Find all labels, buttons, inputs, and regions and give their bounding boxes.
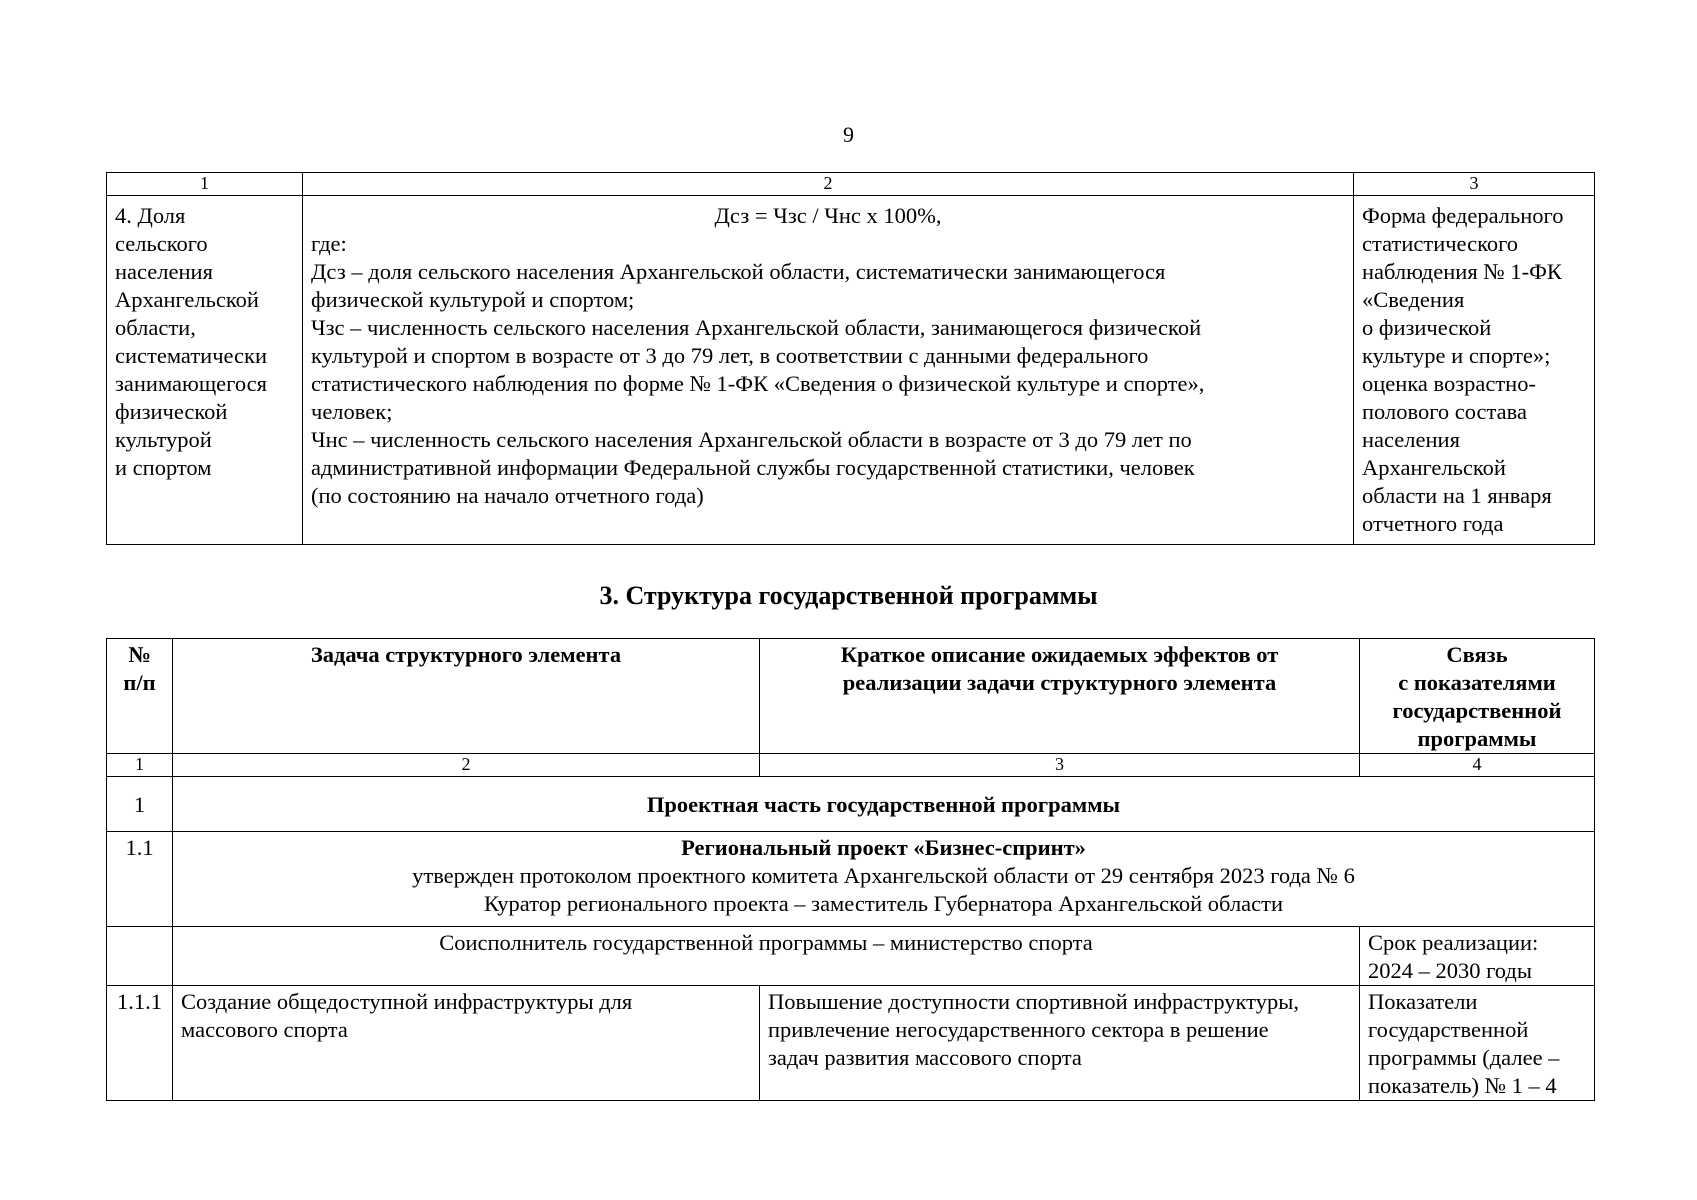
project-row xyxy=(107,832,1595,927)
description-line: человек; xyxy=(311,399,393,424)
project-title: Региональный проект «Бизнес-спринт» xyxy=(681,835,1086,860)
indicator-name-line: физической xyxy=(115,399,228,424)
source-line: отчетного года xyxy=(1362,511,1504,536)
project-curator: Куратор регионального проекта – заместитель Губернатора Архангельской области xyxy=(483,891,1284,916)
source-line: о физической xyxy=(1362,315,1492,340)
source-line: статистического xyxy=(1362,231,1519,256)
source-line: населения xyxy=(1362,427,1460,452)
header-link-line: Связь xyxy=(1446,642,1508,667)
program-structure-table xyxy=(106,638,1595,1101)
source-line: Архангельской xyxy=(1362,455,1506,480)
task-line: Создание общедоступной инфраструктуры для xyxy=(181,989,633,1014)
description-line: Чнс – численность сельского населения Архангельской области в возрасте от 3 до 79 лет по xyxy=(311,427,1192,452)
task-line: массового спорта xyxy=(181,1017,348,1042)
section-row xyxy=(107,777,1595,832)
indicator-name-line: систематически xyxy=(115,343,268,368)
term-cell xyxy=(1360,927,1595,986)
description-line: Чзс – численность сельского населения Архангельской области, занимающегося физической xyxy=(311,315,1202,340)
structure-table-column-numbers xyxy=(107,754,1595,777)
description-line: административной информации Федеральной службы государственной статистики, человек xyxy=(311,455,1195,480)
source-line: полового состава xyxy=(1362,399,1527,424)
task-num: 1.1.1 xyxy=(107,986,173,1101)
source-line: культуре и спорте»; xyxy=(1362,343,1551,368)
header-task-line: Задача структурного элемента xyxy=(310,642,622,667)
indicator-name-line: области, xyxy=(115,315,196,340)
source-line: наблюдения № 1-ФК xyxy=(1362,259,1562,284)
executor-num-empty xyxy=(107,927,173,986)
header-effects xyxy=(760,639,1360,754)
source-line: Форма федерального xyxy=(1362,203,1564,228)
indicator-name-line: культурой xyxy=(115,427,212,452)
indicator-name-line: 4. Доля xyxy=(115,203,186,228)
executor-cell: Соисполнитель государственной программы – министерство спорта xyxy=(173,927,1360,986)
page-number: 9 xyxy=(843,122,854,147)
header-link-line: государственной xyxy=(1392,698,1562,723)
indicator-name-cell xyxy=(107,196,303,545)
header-effects-line: реализации задачи структурного элемента xyxy=(842,670,1277,695)
header-task xyxy=(173,639,760,754)
link-line: показатель) № 1 – 4 xyxy=(1368,1073,1557,1098)
source-line: «Сведения xyxy=(1362,287,1465,312)
formula: Дсз = Чзс / Чнс x 100%, xyxy=(714,203,942,228)
description-line: Дсз – доля сельского населения Архангельской области, систематически занимающегося xyxy=(311,259,1166,284)
term-line: 2024 – 2030 годы xyxy=(1368,958,1532,983)
column-number: 2 xyxy=(303,173,1354,196)
indicator-table-column-numbers xyxy=(107,173,1595,196)
indicator-table xyxy=(106,172,1595,545)
header-link-line: программы xyxy=(1417,726,1537,751)
column-number: 1 xyxy=(107,754,173,777)
link-cell xyxy=(1360,986,1595,1101)
indicator-name-line: сельского xyxy=(115,231,208,256)
effects-cell xyxy=(760,986,1360,1101)
column-number: 1 xyxy=(107,173,303,196)
link-line: программы (далее – xyxy=(1368,1045,1560,1070)
column-number: 2 xyxy=(173,754,760,777)
indicator-name-line: Архангельской xyxy=(115,287,259,312)
header-num-line: № xyxy=(128,642,151,667)
header-link-line: с показателями xyxy=(1398,670,1556,695)
header-num-line: п/п xyxy=(123,670,156,695)
indicator-name-line: населения xyxy=(115,259,213,284)
header-effects-line: Краткое описание ожидаемых эффектов от xyxy=(840,642,1279,667)
indicator-name-line: занимающегося xyxy=(115,371,267,396)
project-cell xyxy=(173,832,1595,927)
indicator-name-line: и спортом xyxy=(115,455,212,480)
description-line: (по состоянию на начало отчетного года) xyxy=(311,483,704,508)
column-number: 3 xyxy=(1354,173,1595,196)
source-line: области на 1 января xyxy=(1362,483,1552,508)
calculation-method-cell xyxy=(303,196,1354,545)
section-row-title: Проектная часть государственной программы xyxy=(173,777,1595,832)
project-approval: утвержден протоколом проектного комитета Архангельской области от 29 сентября 2023 года № 6 xyxy=(412,863,1355,888)
description-line: культурой и спортом в возрасте от 3 до 79 лет, в соответствии с данными федерального xyxy=(311,343,1149,368)
section-title: 3. Структура государственной программы xyxy=(599,581,1098,610)
header-link xyxy=(1360,639,1595,754)
indicator-row xyxy=(107,196,1595,545)
description-line: физической культурой и спортом; xyxy=(311,287,635,312)
effects-line: Повышение доступности спортивной инфраструктуры, xyxy=(768,989,1299,1014)
executor-row xyxy=(107,927,1595,986)
header-row xyxy=(107,639,1595,754)
task-row xyxy=(107,986,1595,1101)
project-num: 1.1 xyxy=(107,832,173,927)
task-cell xyxy=(173,986,760,1101)
effects-line: задач развития массового спорта xyxy=(768,1045,1082,1070)
description-line: где: xyxy=(311,231,347,256)
section-num: 1 xyxy=(107,777,173,832)
column-number: 3 xyxy=(760,754,1360,777)
link-line: государственной xyxy=(1368,1017,1529,1042)
data-source-cell xyxy=(1354,196,1595,545)
source-line: оценка возрастно- xyxy=(1362,371,1536,396)
column-number: 4 xyxy=(1360,754,1595,777)
effects-line: привлечение негосударственного сектора в решение xyxy=(768,1017,1269,1042)
header-num xyxy=(107,639,173,754)
link-line: Показатели xyxy=(1368,989,1478,1014)
description-line: статистического наблюдения по форме № 1-ФК «Сведения о физической культуре и спорте», xyxy=(311,371,1205,396)
term-line: Срок реализации: xyxy=(1368,930,1539,955)
